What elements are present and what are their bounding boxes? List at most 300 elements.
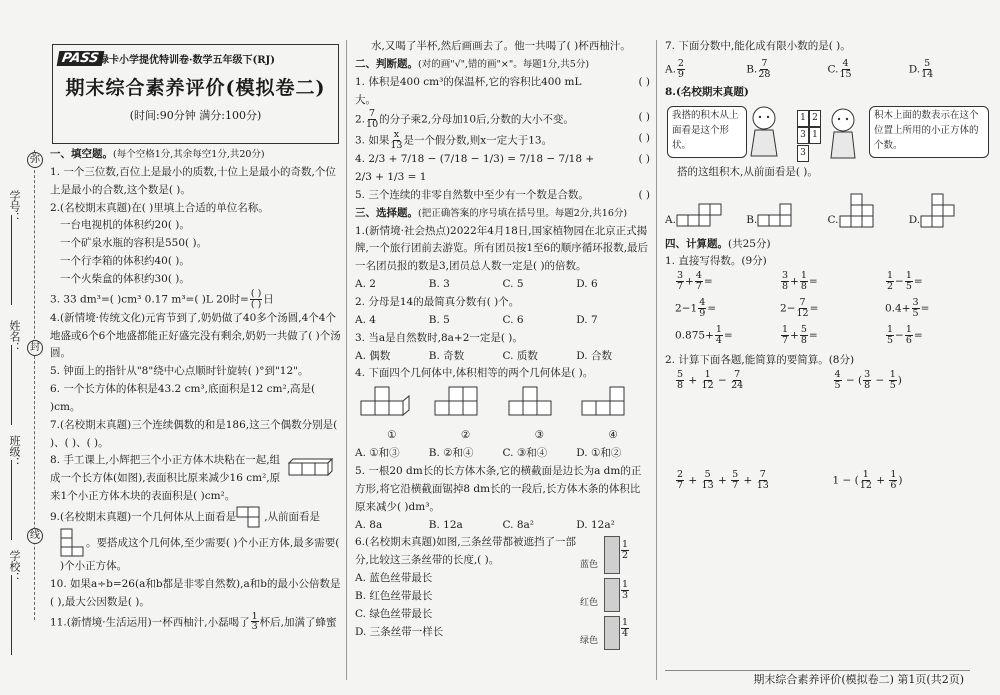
denominator: 15 xyxy=(839,69,852,81)
question[interactable] xyxy=(50,452,342,506)
name-label: 姓名： xyxy=(8,320,21,353)
denominator: 6 xyxy=(890,479,897,491)
denominator: 9 xyxy=(699,308,706,320)
judge-item[interactable] xyxy=(355,151,650,187)
fraction xyxy=(834,370,842,391)
option-row xyxy=(355,445,650,463)
denominator: 24 xyxy=(731,379,744,391)
sub-item[interactable]: 一台电视机的体积约20( )。 xyxy=(60,219,190,232)
denominator: 7 xyxy=(677,281,684,293)
fraction xyxy=(921,59,933,80)
equals: = xyxy=(913,329,923,342)
question-continuation[interactable]: 水,又喝了半杯,然后画画去了。他一共喝了( )杯西柚汁。 xyxy=(371,40,631,52)
numerator: ( ) xyxy=(250,287,262,299)
denominator: 5 xyxy=(912,308,919,320)
numerator: 1 xyxy=(862,468,869,480)
fraction xyxy=(390,130,402,151)
denominator: 8 xyxy=(800,335,807,347)
judge-item[interactable] xyxy=(355,187,650,205)
option-row xyxy=(665,56,990,84)
operator: + xyxy=(705,329,714,342)
question-text: 1. 体积是400 cm³的保温杯,它的容积比400 mL大。 xyxy=(355,75,582,106)
pass-logo: PASS xyxy=(57,51,104,66)
numerator: 2 xyxy=(677,468,684,480)
fraction xyxy=(886,271,894,292)
section-note: (共25分) xyxy=(728,237,771,250)
solid-4 xyxy=(576,383,636,427)
option-row xyxy=(355,517,650,535)
denominator: 7 xyxy=(695,281,702,293)
number: 0.4 xyxy=(885,302,902,315)
question[interactable] xyxy=(50,612,342,633)
option[interactable]: A. 4 xyxy=(355,313,376,326)
page-title: 期末综合素养评价(模拟卷二) xyxy=(65,77,326,99)
judge-item[interactable] xyxy=(355,109,650,130)
class-label: 班级： xyxy=(8,435,21,468)
question-text: 4. xyxy=(355,153,366,166)
option[interactable]: A. ①和③ xyxy=(355,447,400,460)
fraction xyxy=(889,370,897,391)
fraction xyxy=(840,59,852,80)
question-text: 是一个假分数,则x一定大于13。 xyxy=(403,134,553,147)
unit: 日 xyxy=(263,293,274,306)
top-view-grid xyxy=(797,110,821,162)
numerator: 3 xyxy=(677,270,684,282)
denominator: 4 xyxy=(715,335,722,347)
question-text: 5. 三个连续的非零自然数中至少有一个数是合数。 xyxy=(355,188,589,201)
numerator: 7 xyxy=(759,468,766,480)
three-cube-figure xyxy=(288,458,336,476)
fraction xyxy=(905,271,913,292)
question[interactable] xyxy=(355,534,650,647)
section-note: (对的画"√",错的画"×"。每题1分,共5分) xyxy=(418,58,590,70)
question[interactable]: 1. 直接写得数。(9分) xyxy=(665,255,767,268)
calc-item[interactable] xyxy=(780,298,885,319)
ribbon-label: 红色 xyxy=(580,598,599,609)
calc-item[interactable] xyxy=(885,298,990,319)
numerator: 5 xyxy=(704,468,711,480)
option-letter: C. xyxy=(827,63,839,76)
calc-item[interactable] xyxy=(885,325,990,346)
grid-cell: 3 xyxy=(797,145,809,162)
denominator: 8 xyxy=(800,281,807,293)
bind-char-mi: 弥 xyxy=(27,152,43,168)
question[interactable]: 10. 如果a÷b=26(a和b都是非零自然数),a和b的最小公倍数是( ),最大公因数是( )。 xyxy=(50,577,341,608)
question-text: 9.(名校期末真题)一个几何体从上面看是 xyxy=(50,510,237,523)
denominator: 5 xyxy=(889,379,896,391)
token: − xyxy=(875,374,885,387)
number: 0.875 xyxy=(675,329,706,342)
option[interactable]: B. 奇数 xyxy=(428,349,465,362)
question-text: 8. 手工课上,小辉把三个小正方体木块粘在一起,组成一个长方体(如图),表面积比原来减少16 cm²,原来1个小正方体木块的表面积是( )cm²。 xyxy=(50,454,281,503)
denominator: ( ) xyxy=(250,298,262,310)
compute-item[interactable]: 1 − ( $\frac{1}{12}$ + $\frac{1}{6}$ ) xyxy=(832,468,903,491)
question-text: 11.(新情境·生活运用)一杯西柚汁,小磊喝了 xyxy=(50,615,250,628)
grid-cell: 2 xyxy=(809,110,821,127)
blue-ribbon-cover xyxy=(604,536,620,574)
answer-paren[interactable]: ( ) xyxy=(638,132,650,145)
denominator: 4 xyxy=(622,628,629,640)
numerator: 1 xyxy=(905,324,912,336)
equals: = xyxy=(913,275,923,288)
ribbon-figure xyxy=(580,534,646,652)
dialog-figure xyxy=(665,102,990,164)
operator: + xyxy=(790,329,799,342)
numerator: 4 xyxy=(699,297,706,309)
answer-paren[interactable]: ( ) xyxy=(638,111,650,124)
fraction xyxy=(800,325,808,346)
fraction xyxy=(757,470,769,491)
option-b-figure xyxy=(757,200,805,230)
equals: = xyxy=(707,302,717,315)
option-row xyxy=(355,276,650,294)
option-letter: A. xyxy=(665,213,676,226)
option-row xyxy=(355,312,650,330)
question[interactable]: 5. 钟面上的指针从"8"绕中心点顺时针旋转( )°到"12"。 xyxy=(50,365,309,378)
sub-item[interactable]: 一个矿泉水瓶的容积是550( )。 xyxy=(60,237,208,250)
title-box xyxy=(52,44,339,144)
expression: 2/3 + 7/18 − (7/18 − 1/3) = 7/18 − 7/18 + 2/3 + 1/3 = 1 xyxy=(355,153,595,184)
grid-cell: 1 xyxy=(797,110,809,127)
judge-item[interactable] xyxy=(355,130,650,151)
number: 2 xyxy=(780,302,787,315)
option[interactable]: A. 8a xyxy=(355,518,383,531)
option[interactable]: A. 2 xyxy=(355,278,376,291)
option-letter: D. xyxy=(908,63,921,76)
token: 1 xyxy=(832,474,840,487)
column-divider xyxy=(346,40,347,680)
question[interactable]: 2. 分母是14的最简真分数有( )个。 xyxy=(355,296,520,308)
token: + xyxy=(688,374,698,387)
calc-item[interactable] xyxy=(675,271,780,292)
compute-item[interactable] xyxy=(675,370,833,470)
section-note: (每个空格1分,其余每空1分,共20分) xyxy=(113,149,265,160)
numerator: 3 xyxy=(864,368,871,380)
numerator: 1 xyxy=(890,468,897,480)
question[interactable]: 1. 一个三位数,百位上是最小的质数,十位上是最小的奇数,个位上是最小的合数,这个数是( )。 xyxy=(50,165,336,196)
school-blank[interactable] xyxy=(11,575,12,655)
calc-item[interactable] xyxy=(675,298,780,319)
option[interactable]: B. 3 xyxy=(428,278,450,291)
solid-label: ① xyxy=(387,429,397,442)
calc-item[interactable] xyxy=(885,271,990,292)
option[interactable] xyxy=(828,59,909,80)
option[interactable]: C. 绿色丝带最长 xyxy=(355,607,433,620)
question[interactable]: 4. 下面四个几何体中,体积相等的两个几何体是( )。 xyxy=(355,367,594,380)
column-2 xyxy=(355,38,650,647)
student-id-blank[interactable] xyxy=(11,215,12,305)
numerator: 1 xyxy=(800,270,807,282)
numerator: 7 xyxy=(734,368,741,380)
grid-cell: 1 xyxy=(809,127,821,144)
fraction xyxy=(676,370,684,391)
class-blank[interactable] xyxy=(11,460,12,540)
fraction xyxy=(912,298,920,319)
ribbon-label: 蓝色 xyxy=(580,560,599,571)
question[interactable]: 4.(新情境·传统文化)元宵节到了,奶奶做了40多个汤圆,4个4个地盛或6个6个地盛都能正好盛完没有剩余,奶奶一共做了( )个汤圆。 xyxy=(50,311,341,360)
question[interactable]: 6. 一个长方体的体积是43.2 cm³,底面积是12 cm²,高是( )cm。 xyxy=(50,383,316,413)
fraction xyxy=(797,298,809,319)
calc-item[interactable] xyxy=(780,325,885,346)
solid-label: ③ xyxy=(534,429,545,442)
fraction xyxy=(731,370,743,391)
student-id-label: 学号： xyxy=(8,190,21,223)
question[interactable]: 2.(名校期末真题)在( )里填上合适的单位名称。 xyxy=(50,201,269,214)
section-heading: 二、判断题。 xyxy=(355,57,418,70)
operator: − xyxy=(895,329,904,342)
fraction xyxy=(676,271,684,292)
equals: = xyxy=(808,275,818,288)
fraction xyxy=(676,470,684,491)
option[interactable]: C. 质数 xyxy=(502,349,538,362)
solid-3 xyxy=(503,383,563,427)
token: + xyxy=(717,474,727,487)
numerator: 1 xyxy=(704,368,711,380)
grid-cell: 3 xyxy=(797,127,809,144)
judge-item[interactable] xyxy=(355,74,650,110)
question-text: 2. xyxy=(355,113,366,126)
red-ribbon-cover xyxy=(604,578,620,612)
equals: = xyxy=(703,275,713,288)
denominator: 6 xyxy=(905,335,912,347)
token: + xyxy=(876,474,886,487)
numerator: 5 xyxy=(677,368,684,380)
option[interactable]: D. 三条丝带一样长 xyxy=(355,625,444,638)
numerator: 4 xyxy=(834,368,841,380)
question[interactable] xyxy=(50,506,342,576)
fraction xyxy=(731,470,739,491)
page-footer: 期末综合素养评价(模拟卷二) 第1页(共2页) xyxy=(753,673,964,686)
fraction xyxy=(702,370,714,391)
denominator: 14 xyxy=(921,69,934,81)
solid-2 xyxy=(429,383,489,427)
fraction xyxy=(889,470,897,491)
option[interactable]: D. 12a² xyxy=(576,518,615,531)
option[interactable]: B. ②和④ xyxy=(428,447,474,460)
question[interactable]: 3. 当a是自然数时,8a+2一定是( )。 xyxy=(355,331,523,344)
option[interactable]: A. 偶数 xyxy=(355,349,391,362)
equals: = xyxy=(808,329,818,342)
numerator: 1 xyxy=(622,579,629,591)
denominator: 3 xyxy=(622,590,629,602)
denominator: 12 xyxy=(859,479,872,491)
question[interactable]: 7.(名校期末真题)三个连续偶数的和是186,这三个偶数分别是( )、( )、( )。 xyxy=(50,418,338,449)
option[interactable]: D. ①和② xyxy=(576,447,622,460)
question-text: 杯后,加满了蜂蜜 xyxy=(259,615,337,628)
question[interactable]: 8.(名校期末真题) xyxy=(665,85,749,98)
numerator: 7 xyxy=(761,58,768,70)
question[interactable] xyxy=(50,289,342,310)
option[interactable]: C. 6 xyxy=(502,313,524,326)
question[interactable]: 1.(新情境·社会热点)2022年4月18日,国家植物园在北京正式揭牌,一个旅行团前去游览。所有团员按1至6的顺序循环报数,最后一名团员报的数是3,团员总人数一定是( )的倍数。 xyxy=(355,224,649,273)
name-blank[interactable] xyxy=(11,345,12,425)
numerator: 5 xyxy=(732,468,739,480)
solid-1 xyxy=(355,383,415,427)
numerator: 5 xyxy=(800,324,807,336)
denominator: 8 xyxy=(782,281,789,293)
mental-calc-grid xyxy=(665,271,990,346)
option[interactable]: B. 红色丝带最长 xyxy=(355,589,433,602)
denominator: 3 xyxy=(251,621,258,633)
compute-item[interactable] xyxy=(675,470,833,510)
option[interactable]: C. ③和④ xyxy=(502,447,548,460)
operator: − xyxy=(786,302,796,315)
numerator: 1 xyxy=(251,610,258,622)
bind-char-xian: 线 xyxy=(27,528,43,544)
fraction xyxy=(702,470,714,491)
answer-paren[interactable]: ( ) xyxy=(638,188,650,201)
question-text: 的分子乘2,分母加10后,分数的大小不变。 xyxy=(379,113,574,126)
question[interactable]: 2. 计算下面各题,能简算的要简算。(8分) xyxy=(665,354,855,367)
numerator: 3 xyxy=(782,270,789,282)
speech-bubble-right: 积木上面的数表示在这个位置上所用的小正方体的个数。 xyxy=(869,106,989,158)
option[interactable]: C. 5 xyxy=(502,278,524,291)
numerator: 1 xyxy=(887,324,894,336)
denominator: 2 xyxy=(622,550,629,562)
option-letter: B. xyxy=(746,63,758,76)
token: + xyxy=(743,474,753,487)
whole-part: 1 xyxy=(690,302,698,315)
fraction xyxy=(860,470,872,491)
denominator: 9 xyxy=(677,69,684,81)
fraction xyxy=(366,109,378,130)
token: − xyxy=(717,374,727,387)
denominator: 5 xyxy=(834,379,841,391)
denominator: 2 xyxy=(887,281,894,293)
operator: + xyxy=(901,302,911,315)
numerator: 5 xyxy=(924,58,931,70)
compute-item[interactable]: $\frac{4}{5}$ − ( $\frac{3}{8}$ − $\frac{1}{5}$ ) xyxy=(834,368,902,391)
option-letter: A. xyxy=(665,63,676,76)
sub-item[interactable]: 一个行李箱的体积约40( )。 xyxy=(60,255,190,268)
option[interactable] xyxy=(665,200,746,230)
question-text[interactable]: 搭的这组积木,从前面看是( )。 xyxy=(677,165,818,178)
girl-icon xyxy=(747,104,781,160)
denominator: 7 xyxy=(677,479,684,491)
denominator: 5 xyxy=(887,335,894,347)
question-text: 。要搭成这个几何体,至少需要( )个小正方体,最多需要( )个小正方体。 xyxy=(60,536,340,572)
bind-char-feng: 封 xyxy=(27,340,43,356)
option-a-figure xyxy=(676,200,724,230)
option-c-figure xyxy=(839,186,879,230)
ribbon-label: 绿色 xyxy=(580,636,599,647)
denominator: 13 xyxy=(390,140,403,152)
denominator: 28 xyxy=(758,69,771,81)
token: − xyxy=(842,474,852,487)
green-ribbon-cover xyxy=(604,616,620,650)
equals: = xyxy=(809,302,819,315)
denominator: 12 xyxy=(796,308,809,320)
numerator: 1 xyxy=(782,324,789,336)
denominator: 10 xyxy=(366,119,379,131)
option[interactable]: D. 7 xyxy=(576,313,598,326)
column-divider xyxy=(656,40,657,680)
operator: − xyxy=(895,275,904,288)
denominator: 7 xyxy=(732,479,739,491)
option-row xyxy=(355,348,650,366)
option-d-figure xyxy=(920,186,960,230)
numerator: x xyxy=(393,129,400,141)
answer-paren[interactable]: ( ) xyxy=(638,75,650,88)
question-text: 3. 如果 xyxy=(355,134,390,147)
column-1 xyxy=(50,146,342,632)
denominator: 12 xyxy=(701,379,714,391)
question-text: 6.(名校期末真题)如图,三条丝带都被遮挡了一部分,比较这三条丝带的长度,( )。 xyxy=(355,536,577,567)
option[interactable] xyxy=(665,59,746,80)
option[interactable]: A. 蓝色丝带最长 xyxy=(355,572,433,585)
numerator: 4 xyxy=(695,270,702,282)
fraction xyxy=(677,59,685,80)
answer-paren[interactable]: ( ) xyxy=(638,153,650,166)
numerator: 1 xyxy=(622,617,629,629)
binding-margin xyxy=(0,0,48,695)
numerator: 2 xyxy=(677,58,684,70)
numerator: 1 xyxy=(887,270,894,282)
numerator: 1 xyxy=(622,539,629,551)
token: + xyxy=(688,474,698,487)
numerator: 1 xyxy=(715,324,722,336)
section-note: (把正确答案的序号填在括号里。每题2分,共16分) xyxy=(418,207,628,219)
option[interactable]: D. 6 xyxy=(576,278,598,291)
fraction xyxy=(886,325,894,346)
fraction xyxy=(715,325,723,346)
fraction xyxy=(698,298,706,319)
section-heading: 四、计算题。 xyxy=(665,237,728,250)
option[interactable] xyxy=(909,186,990,230)
fraction xyxy=(250,289,262,310)
option-letter: C. xyxy=(827,213,839,226)
option[interactable]: B. 5 xyxy=(428,313,450,326)
option-letter: B. xyxy=(746,213,758,226)
question[interactable]: 5. 一根20 dm长的长方体木条,它的横截面是边长为a dm的正方形,将它沿横截面锯掉8 dm长的一段后,长方体木条的体积比原来减少( )dm³。 xyxy=(355,465,642,513)
denominator: 7 xyxy=(782,335,789,347)
calc-item[interactable] xyxy=(675,325,780,346)
fraction xyxy=(863,370,871,391)
option[interactable]: B. 12a xyxy=(428,518,463,531)
front-view-figure xyxy=(60,528,86,558)
equals: = xyxy=(723,329,733,342)
option-row xyxy=(665,182,990,230)
option[interactable]: C. 8a² xyxy=(502,518,534,531)
question[interactable]: 7. 下面分数中,能化成有限小数的是( )。 xyxy=(665,40,851,52)
fraction xyxy=(621,618,629,639)
numerator: 1 xyxy=(905,270,912,282)
sub-item[interactable]: 一个火柴盒的体积约30( )。 xyxy=(60,272,190,285)
boy-icon xyxy=(825,106,861,162)
section-heading: 一、填空题。 xyxy=(50,148,113,160)
operator: − xyxy=(681,302,691,315)
solid-label: ④ xyxy=(608,429,618,442)
fraction xyxy=(695,271,703,292)
section-heading: 三、选择题。 xyxy=(355,206,418,219)
denominator: 13 xyxy=(756,479,769,491)
numerator: 1 xyxy=(889,368,896,380)
fraction xyxy=(758,59,770,80)
top-view-figure xyxy=(236,506,264,528)
option[interactable] xyxy=(909,59,990,80)
calc-item[interactable] xyxy=(780,271,885,292)
option[interactable] xyxy=(828,186,909,230)
denominator: 5 xyxy=(905,281,912,293)
fraction xyxy=(781,271,789,292)
series-name: 绿卡小学提优特训卷·数学五年级下(RJ) xyxy=(99,55,275,66)
option[interactable] xyxy=(746,200,827,230)
numerator: 7 xyxy=(799,297,806,309)
option[interactable]: D. 合数 xyxy=(576,349,612,362)
solid-label: ② xyxy=(460,429,471,442)
option[interactable] xyxy=(746,59,827,80)
denominator: 8 xyxy=(677,379,684,391)
